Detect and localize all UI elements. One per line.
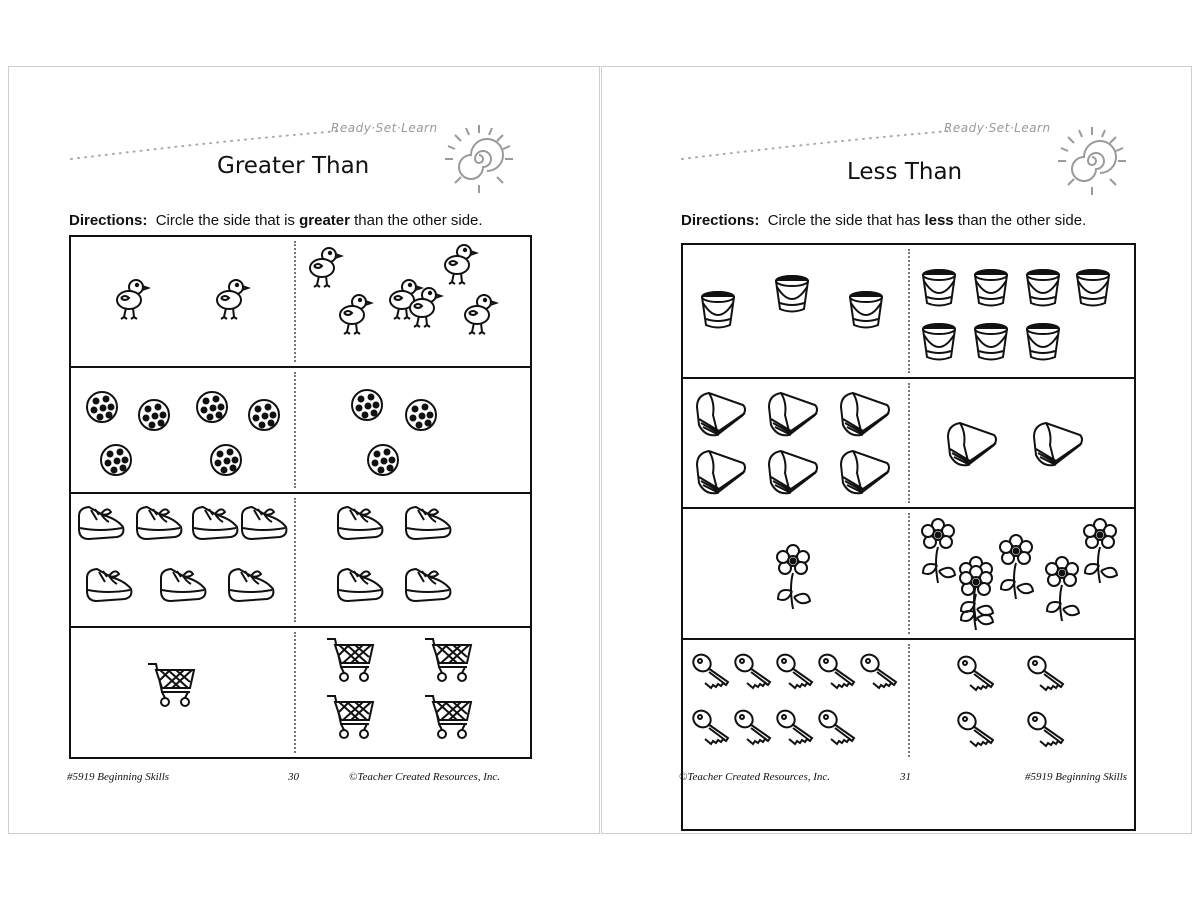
shoe-icon xyxy=(402,564,454,609)
chick-icon xyxy=(211,277,251,326)
shoe-icon xyxy=(133,502,185,547)
footer-book-title: #5919 Beginning Skills xyxy=(67,771,170,783)
brand-label: Ready·Set·Learn xyxy=(331,121,438,135)
comparison-row xyxy=(71,237,530,368)
book-icon xyxy=(691,447,751,502)
key-icon xyxy=(733,708,775,753)
comparison-row xyxy=(683,509,1134,640)
right-side-cell[interactable] xyxy=(908,640,1134,761)
cart-icon xyxy=(422,690,476,749)
directions-text: Directions: Circle the side that has less than the other side. xyxy=(681,212,1087,229)
comparison-row xyxy=(683,245,1134,379)
left-side-cell[interactable] xyxy=(683,379,908,507)
shoe-icon xyxy=(75,502,127,547)
left-side-cell[interactable] xyxy=(71,237,294,366)
comparison-grid xyxy=(69,235,532,759)
flower-icon xyxy=(773,543,813,618)
book-icon xyxy=(835,389,895,444)
chick-icon xyxy=(459,292,499,341)
ball-icon xyxy=(350,388,384,427)
comparison-row xyxy=(683,640,1134,761)
shoe-icon xyxy=(402,502,454,547)
ball-icon xyxy=(209,443,243,482)
left-side-cell[interactable] xyxy=(683,509,908,638)
ball-icon xyxy=(247,398,281,437)
key-icon xyxy=(775,652,817,697)
key-icon xyxy=(817,708,859,753)
book-icon xyxy=(1028,419,1088,474)
comparison-row xyxy=(71,494,530,628)
ball-icon xyxy=(85,390,119,429)
flower-icon xyxy=(956,564,996,639)
ball-icon xyxy=(404,398,438,437)
chick-icon xyxy=(439,242,479,291)
book-icon xyxy=(691,389,751,444)
left-side-cell[interactable] xyxy=(683,640,908,761)
sun-icon xyxy=(439,119,519,199)
right-side-cell[interactable] xyxy=(908,509,1134,638)
left-side-cell[interactable] xyxy=(683,245,908,377)
ball-icon xyxy=(366,443,400,482)
key-icon xyxy=(817,652,859,697)
bucket-icon xyxy=(1022,321,1064,368)
page-title: Greater Than xyxy=(217,153,370,179)
ball-icon xyxy=(137,398,171,437)
cart-icon xyxy=(324,690,378,749)
bucket-icon xyxy=(1072,267,1114,314)
page-title: Less Than xyxy=(847,159,963,185)
bucket-icon xyxy=(771,273,813,320)
key-icon xyxy=(691,708,733,753)
brand-label: Ready·Set·Learn xyxy=(944,121,1051,135)
comparison-row xyxy=(683,379,1134,509)
left-page xyxy=(8,66,600,834)
key-icon xyxy=(733,652,775,697)
book-icon xyxy=(942,419,1002,474)
book-icon xyxy=(763,447,823,502)
right-page xyxy=(601,66,1192,834)
footer-publisher: ©Teacher Created Resources, Inc. xyxy=(349,771,501,783)
chick-icon xyxy=(304,245,344,294)
right-side-cell[interactable] xyxy=(294,237,530,366)
key-icon xyxy=(1026,710,1068,755)
bucket-icon xyxy=(697,289,739,336)
ball-icon xyxy=(99,443,133,482)
bucket-icon xyxy=(970,267,1012,314)
shoe-icon xyxy=(157,564,209,609)
footer-publisher: ©Teacher Created Resources, Inc. xyxy=(679,771,831,783)
right-side-cell[interactable] xyxy=(908,245,1134,377)
footer-page-number: 31 xyxy=(900,771,911,783)
cart-icon xyxy=(145,658,199,717)
right-side-cell[interactable] xyxy=(294,628,530,757)
flower-icon xyxy=(1042,555,1082,630)
key-icon xyxy=(956,654,998,699)
flower-icon xyxy=(996,533,1036,608)
bucket-icon xyxy=(918,321,960,368)
book-icon xyxy=(835,447,895,502)
bucket-icon xyxy=(845,289,887,336)
right-side-cell[interactable] xyxy=(294,494,530,626)
left-side-cell[interactable] xyxy=(71,628,294,757)
shoe-icon xyxy=(189,502,241,547)
comparison-row xyxy=(71,368,530,494)
sun-icon xyxy=(1052,121,1132,201)
key-icon xyxy=(1026,654,1068,699)
shoe-icon xyxy=(334,502,386,547)
book-icon xyxy=(763,389,823,444)
key-icon xyxy=(956,710,998,755)
cart-icon xyxy=(422,633,476,692)
ball-icon xyxy=(195,390,229,429)
shoe-icon xyxy=(83,564,135,609)
right-side-cell[interactable] xyxy=(908,379,1134,507)
bucket-icon xyxy=(970,321,1012,368)
chick-icon xyxy=(404,285,444,334)
comparison-grid xyxy=(681,243,1136,831)
key-icon xyxy=(859,652,901,697)
flower-icon xyxy=(1080,517,1120,592)
comparison-row xyxy=(71,628,530,757)
key-icon xyxy=(691,652,733,697)
left-side-cell[interactable] xyxy=(71,494,294,626)
cart-icon xyxy=(324,633,378,692)
chick-icon xyxy=(334,292,374,341)
footer-page-number: 30 xyxy=(288,771,299,783)
bucket-icon xyxy=(918,267,960,314)
bucket-icon xyxy=(1022,267,1064,314)
key-icon xyxy=(775,708,817,753)
footer-book-title: #5919 Beginning Skills xyxy=(1025,771,1128,783)
flower-icon xyxy=(918,517,958,592)
shoe-icon xyxy=(334,564,386,609)
shoe-icon xyxy=(238,502,290,547)
shoe-icon xyxy=(225,564,277,609)
right-side-cell[interactable] xyxy=(294,368,530,492)
left-side-cell[interactable] xyxy=(71,368,294,492)
chick-icon xyxy=(111,277,151,326)
directions-text: Directions: Circle the side that is greater than the other side. xyxy=(69,212,483,229)
